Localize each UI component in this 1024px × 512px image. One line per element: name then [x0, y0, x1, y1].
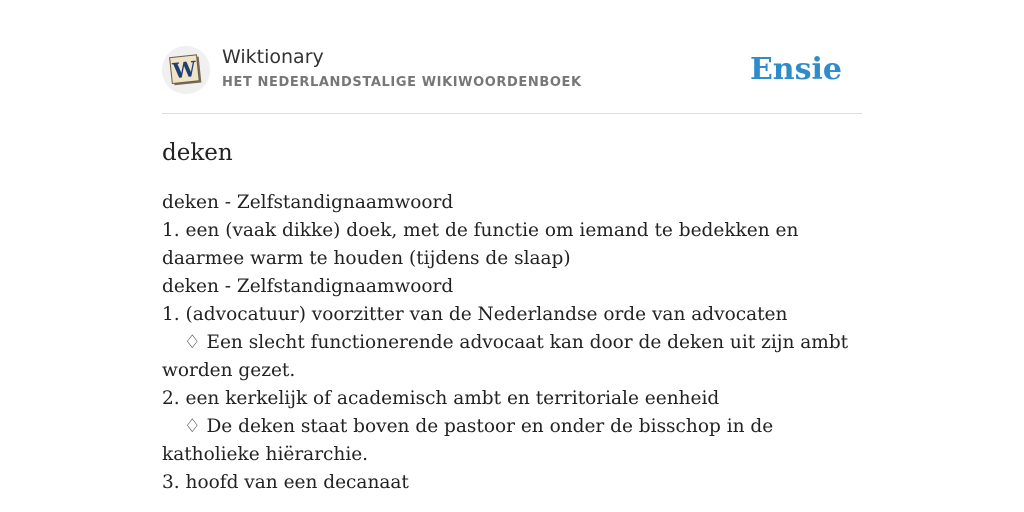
ensie-brand-link[interactable]: Ensie	[749, 52, 842, 87]
page-title: deken	[162, 140, 233, 166]
example-text: ♢ De deken staat boven de pastoor en onder de bisschop in de katholieke hiërarchie.	[162, 416, 774, 465]
example-text: ♢ Een slecht functionerende advocaat kan door de deken uit zijn ambt worden gezet.	[162, 332, 849, 381]
svg-text:W: W	[171, 55, 198, 84]
definition-item: 2. een kerkelijk of academisch ambt en territoriale eenheid	[162, 388, 720, 409]
example-sentence	[162, 413, 862, 469]
site-name[interactable]: Wiktionary	[222, 46, 324, 68]
part-of-speech-heading: deken - Zelfstandignaamwoord	[162, 276, 454, 297]
definition-item: 1. een (vaak dikke) doek, met de functie om iemand te bedekken en daarmee warm te houden (tijdens de slaap)	[162, 220, 799, 269]
wiktionary-logo-icon[interactable]	[162, 46, 210, 94]
page	[162, 0, 862, 497]
part-of-speech-heading: deken - Zelfstandignaamwoord	[162, 192, 454, 213]
definition-item: 3. hoofd van een decanaat	[162, 472, 409, 493]
entry-content	[162, 189, 862, 497]
definition-item: 1. (advocatuur) voorzitter van de Nederlandse orde van advocaten	[162, 304, 788, 325]
site-tagline: HET NEDERLANDSTALIGE WIKIWOORDENBOEK	[222, 75, 582, 90]
site-header	[162, 0, 862, 114]
example-sentence	[162, 329, 862, 385]
